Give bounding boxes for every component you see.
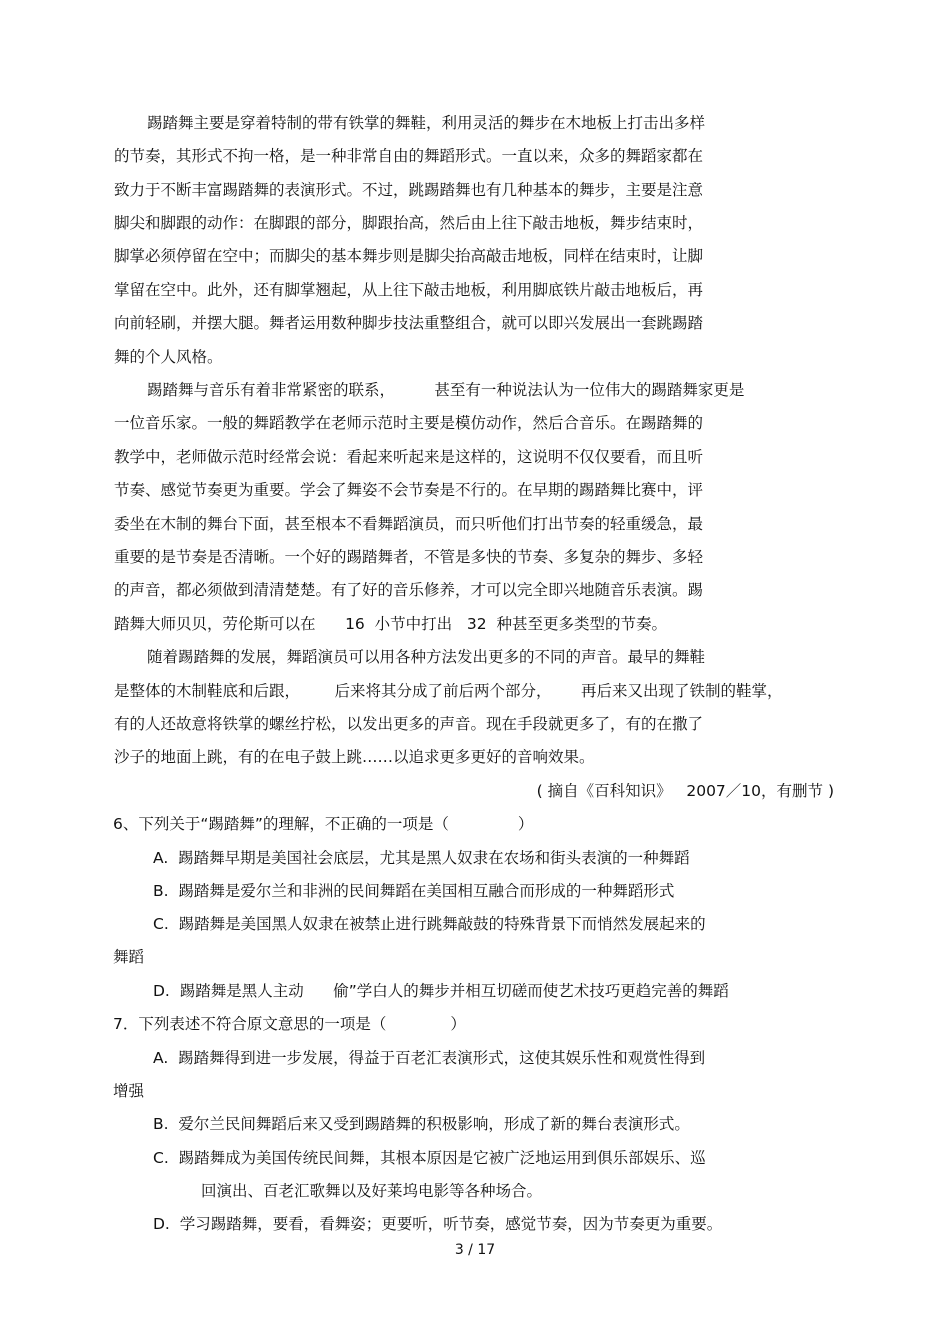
option-d: D. 学习踢踏舞，要看，看舞姿；更要听，听节奏，感觉节奏，因为节奏更为重要。 [153, 1215, 723, 1233]
text-line: 脚掌必须停留在空中；而脚尖的基本舞步则是脚尖抬高敲击地板，同样在结束时，让脚 [114, 247, 704, 265]
text-line: 向前轻刷，并摆大腿。舞者运用数种脚步技法重整组合，就可以即兴发展出一套跳踢踏 [114, 314, 704, 332]
text-line: 的节奏，其形式不拘一格，是一种非常自由的舞蹈形式。一直以来，众多的舞蹈家都在 [114, 147, 704, 165]
text-line: 一位音乐家。一般的舞蹈教学在老师示范时主要是模仿动作，然后合音乐。在踢踏舞的 [114, 414, 704, 432]
page-number: 3 / 17 [454, 1242, 496, 1258]
text-line: 掌留在空中。此外，还有脚掌翘起，从上往下敲击地板，利用脚底铁片敲击地板后，再 [114, 281, 704, 299]
source-citation: ( 摘自《百科知识》 2007／10，有删节 ) [536, 782, 834, 800]
text-line: 节奏、感觉节奏更为重要。学会了舞姿不会节奏是不行的。在早期的踢踏舞比赛中，评 [114, 481, 704, 499]
option-c-continued: 舞蹈 [113, 948, 145, 966]
text-line: 的声音，都必须做到清清楚楚。有了好的音乐修养，才可以完全即兴地随音乐表演。踢 [114, 581, 704, 599]
text-line: 是整体的木制鞋底和后跟， 后来将其分成了前后两个部分， 再后来又出现了铁制的鞋掌， [114, 682, 783, 700]
option-a: A. 踢踏舞早期是美国社会底层，尤其是黑人奴隶在农场和街头表演的一种舞蹈 [153, 849, 690, 867]
text-line: 随着踢踏舞的发展，舞蹈演员可以用各种方法发出更多的不同的声音。最早的舞鞋 [147, 648, 706, 666]
text-line: 踏舞大师贝贝，劳伦斯可以在 16 小节中打出 32 种甚至更多类型的节奏。 [114, 615, 667, 633]
option-d: D. 踢踏舞是黑人主动 偷”学白人的舞步并相互切磋而使艺术技巧更趋完善的舞蹈 [153, 982, 729, 1000]
text-line: 致力于不断丰富踢踏舞的表演形式。不过，跳踢踏舞也有几种基本的舞步，主要是注意 [114, 181, 704, 199]
option-c: C. 踢踏舞是美国黑人奴隶在被禁止进行跳舞敲鼓的特殊背景下而悄然发展起来的 [153, 915, 706, 933]
question-stem: 6、下列关于“踢踏舞”的理解，不正确的一项是（ ） [113, 815, 534, 833]
text-line: 教学中，老师做示范时经常会说：看起来听起来是这样的，这说明不仅仅要看，而且听 [114, 448, 704, 466]
option-b: B. 踢踏舞是爱尔兰和非洲的民间舞蹈在美国相互融合而形成的一种舞蹈形式 [153, 882, 675, 900]
text-line: 委坐在木制的舞台下面，甚至根本不看舞蹈演员，而只听他们打出节奏的轻重缓急，最 [114, 515, 704, 533]
text-line: 沙子的地面上跳，有的在电子鼓上跳……以追求更多更好的音响效果。 [114, 748, 595, 766]
text-line: 重要的是节奏是否清晰。一个好的踢踏舞者，不管是多快的节奏、多复杂的舞步、多轻 [114, 548, 704, 566]
text-line: 脚尖和脚跟的动作：在脚跟的部分，脚跟抬高，然后由上往下敲击地板，舞步结束时， [114, 214, 704, 232]
text-line: 踢踏舞主要是穿着特制的带有铁掌的舞鞋，利用灵活的舞步在木地板上打击出多样 [147, 114, 706, 132]
text-line: 舞的个人风格。 [114, 348, 223, 366]
option-c: C. 踢踏舞成为美国传统民间舞，其根本原因是它被广泛地运用到俱乐部娱乐、巡 [153, 1149, 706, 1167]
option-b: B. 爱尔兰民间舞蹈后来又受到踢踏舞的积极影响，形成了新的舞台表演形式。 [153, 1115, 690, 1133]
option-c-continued: 回演出、百老汇歌舞以及好莱坞电影等各种场合。 [201, 1182, 543, 1200]
option-a: A. 踢踏舞得到进一步发展，得益于百老汇表演形式，这使其娱乐性和观赏性得到 [153, 1049, 706, 1067]
question-stem: 7．下列表述不符合原文意思的一项是（ ） [113, 1015, 466, 1033]
option-a-continued: 增强 [113, 1082, 145, 1100]
text-line: 有的人还故意将铁掌的螺丝拧松，以发出更多的声音。现在手段就更多了，有的在撒了 [114, 715, 704, 733]
text-line: 踢踏舞与音乐有着非常紧密的联系， 甚至有一种说法认为一位伟大的踢踏舞家更是 [147, 381, 745, 399]
